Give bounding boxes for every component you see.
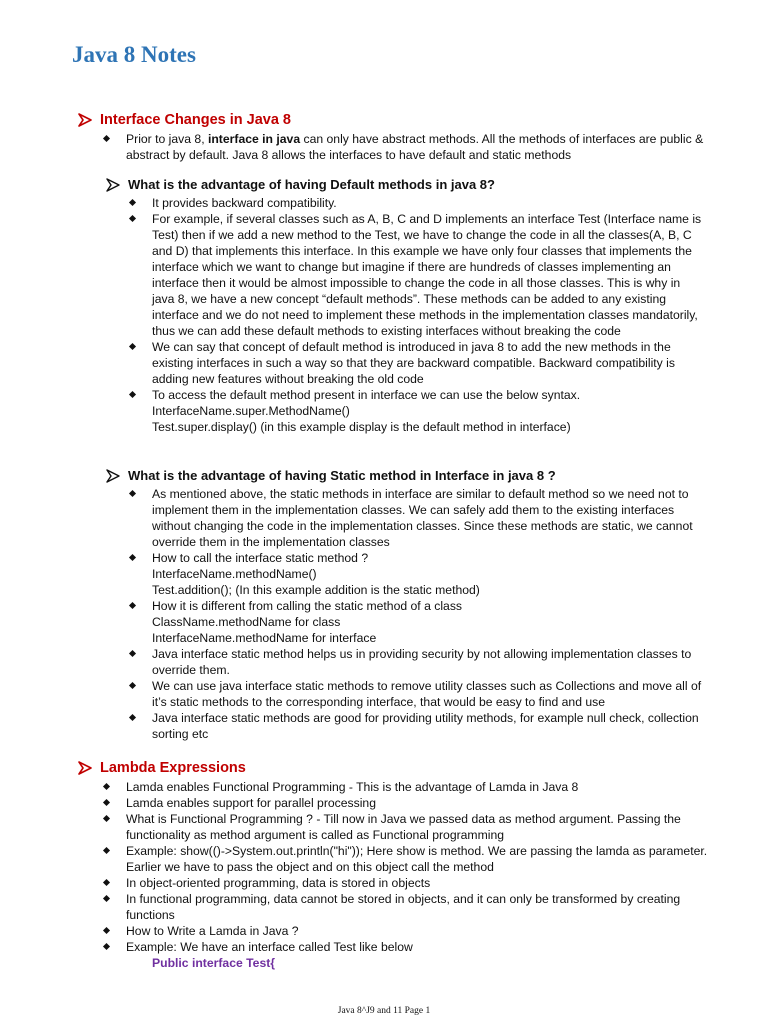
list-item: How to Write a Lamda in Java ?	[102, 923, 714, 939]
diamond-bullet-icon	[103, 847, 110, 854]
page-title: Java 8 Notes	[72, 42, 196, 67]
subsection-heading-text: What is the advantage of having Default methods in java 8?	[128, 177, 495, 192]
diamond-bullet-icon	[103, 815, 110, 822]
diamond-bullet-icon	[103, 927, 110, 934]
diamond-bullet-icon	[129, 391, 136, 398]
diamond-bullet-icon	[103, 879, 110, 886]
diamond-bullet-icon	[103, 799, 110, 806]
diamond-bullet-icon	[129, 343, 136, 350]
diamond-bullet-icon	[129, 554, 136, 561]
arrow-bullet-icon	[106, 178, 120, 192]
diamond-bullet-icon	[129, 490, 136, 497]
list-item: Example: We have an interface called Test like below Public interface Test{	[102, 939, 714, 971]
list-item: Example: show(()->System.out.println("hi")); Here show is method. We are passing the lamda as parameter. Earlier we have to pass the object and on this object call the method	[102, 843, 714, 875]
subsection-heading-text: What is the advantage of having Static method in Interface in java 8 ?	[128, 468, 556, 483]
section-heading-lambda	[78, 760, 246, 776]
diamond-bullet-icon	[103, 135, 110, 142]
list-item: In object-oriented programming, data is stored in objects	[102, 875, 714, 891]
section-heading-text: Interface Changes in Java 8	[100, 112, 291, 128]
list-item: To access the default method present in interface we can use the below syntax. InterfaceName.super.MethodName() Test.super.display() (in this example display is the default method in interface)	[128, 387, 702, 435]
list-item: For example, if several classes such as A, B, C and D implements an interface Test (Interface name is Test) then if we add a new method to the Test, we have to change the code in all the classes(A, B, C and D) that implements this interface. In this example we have only four classes that implements the interface which we want to change but imagine if there are hundreds of classes implementing an interface then it would be almost impossible to change the code in all those classes. This is why in java 8, we have a new concept “default methods”. These methods can be added to any existing interface and we do not need to implement these methods in the implementation classes mandatorily, thus we can add these default methods to existing interfaces without breaking the code	[128, 211, 702, 339]
diamond-bullet-icon	[103, 895, 110, 902]
list-item: In functional programming, data cannot be stored in objects, and it can only be transformed by creating functions	[102, 891, 714, 923]
intro-list	[102, 131, 714, 163]
list-item: We can use java interface static methods to remove utility classes such as Collections and move all of it’s static methods to the corresponding interface, that would be easy to find and use	[128, 678, 702, 710]
list-item: Java interface static method helps us in providing security by not allowing implementation classes to override them.	[128, 646, 702, 678]
diamond-bullet-icon	[129, 714, 136, 721]
default-methods-list	[128, 195, 702, 435]
arrow-bullet-icon	[78, 761, 92, 775]
list-item: How to call the interface static method ? InterfaceName.methodName() Test.addition(); (In this example addition is the static method)	[128, 550, 702, 598]
diamond-bullet-icon	[129, 215, 136, 222]
subsection-heading-static-methods	[106, 468, 556, 483]
section-heading-interface-changes	[78, 112, 291, 128]
list-item: As mentioned above, the static methods in interface are similar to default method so we need not to implement them in the implementation classes. We can safely add them to the existing interfaces without changing the code in the implementation classes. Since these methods are static, we cannot override them in the implementation classes	[128, 486, 702, 550]
code-snippet: Public interface Test{	[152, 956, 276, 970]
diamond-bullet-icon	[129, 199, 136, 206]
subsection-heading-default-methods	[106, 177, 495, 192]
list-item: We can say that concept of default method is introduced in java 8 to add the new methods in the existing interfaces in such a way so that they are backward compatible. Backward compatibility is adding new features without breaking the old code	[128, 339, 702, 387]
list-item: Lamda enables support for parallel processing	[102, 795, 714, 811]
diamond-bullet-icon	[103, 943, 110, 950]
list-item: It provides backward compatibility.	[128, 195, 702, 211]
diamond-bullet-icon	[129, 602, 136, 609]
list-item: Java interface static methods are good for providing utility methods, for example null check, collection sorting etc	[128, 710, 702, 742]
diamond-bullet-icon	[103, 783, 110, 790]
section-heading-text: Lambda Expressions	[100, 760, 246, 776]
arrow-bullet-icon	[78, 113, 92, 127]
list-item: How it is different from calling the static method of a class ClassName.methodName for class InterfaceName.methodName for interface	[128, 598, 702, 646]
diamond-bullet-icon	[129, 682, 136, 689]
lambda-list	[102, 779, 714, 971]
diamond-bullet-icon	[129, 650, 136, 657]
static-methods-list	[128, 486, 702, 742]
page-footer: Java 8^J9 and 11 Page 1	[337, 1006, 431, 1016]
list-item: What is Functional Programming ? - Till now in Java we passed data as method argument. Passing the functionality as method argument is called as Functional programming	[102, 811, 714, 843]
list-item: Prior to java 8, interface in java can only have abstract methods. All the methods of interfaces are public & abstract by default. Java 8 allows the interfaces to have default and static methods	[102, 131, 714, 163]
arrow-bullet-icon	[106, 469, 120, 483]
list-item: Lamda enables Functional Programming - This is the advantage of Lamda in Java 8	[102, 779, 714, 795]
